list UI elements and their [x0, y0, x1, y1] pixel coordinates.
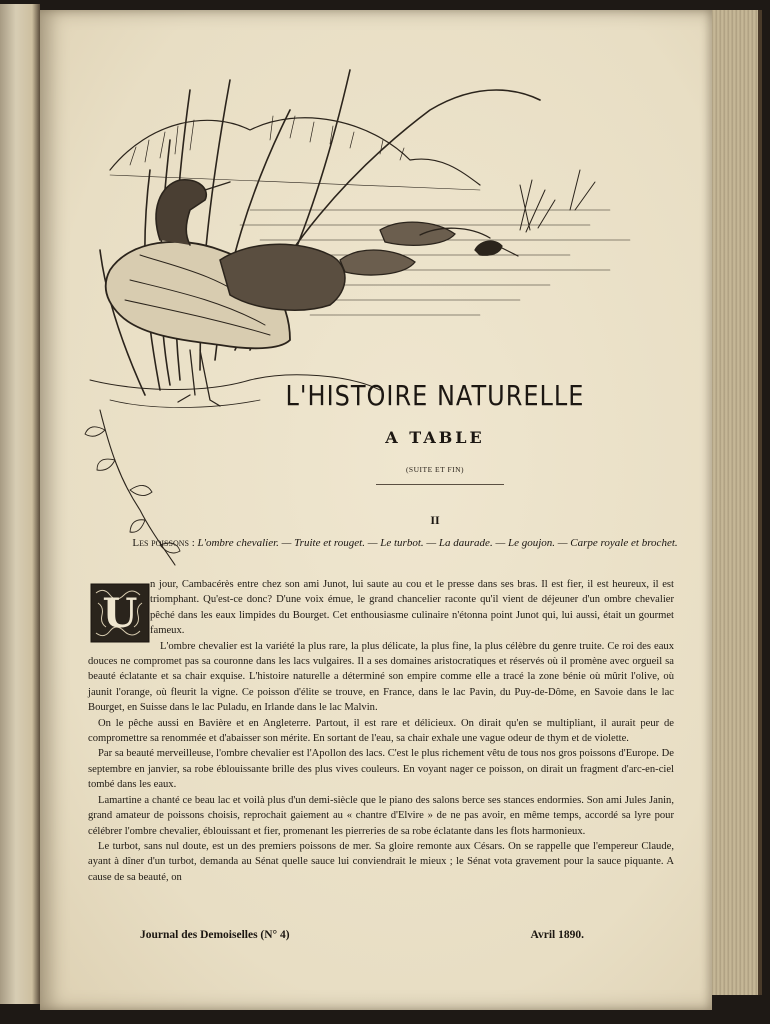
left-page-edge: [0, 4, 40, 1004]
continuation-note: (SUITE ET FIN): [405, 465, 465, 474]
journal-name: Journal des Demoiselles (N° 4): [140, 929, 290, 941]
paragraph: Le turbot, sans nul doute, est un des premiers poissons de mer. Sa gloire remonte aux Césars. On se rappelle que l'empereur Claude, ayant à dîner d'un turbot, demanda au Sénat quelle sauce lui conviendrait le mieux ; le Sénat vota gravement pour la sauce piquante. A cause de sa beauté, on: [88, 840, 674, 883]
book-page: [40, 10, 712, 1010]
paragraph: n jour, Cambacérès entre chez son ami Junot, lui saute au cou et le presse dans ses bras. Il est fier, il est heureux, il est triomphant. Qu'est-ce donc? D'une voix émue, le grand chancelier raconte qu'il vient de déjeuner d'un ombre chevalier pêché dans les eaux limpides du Bourget. Cet enthousiasme culinaire n'étonna point Junot qui, lui aussi, était un gourmet fameux.: [150, 579, 674, 637]
summary-topics: L'ombre chevalier. — Truite et rouget. — Le turbot. — La daurade. — Le goujon. — Carpe royale et brochet.: [197, 537, 678, 549]
paragraph: L'ombre chevalier est la variété la plus rare, la plus délicate, la plus fine, la plus célèbre du genre truite. Ce roi des eaux douces ne compromet pas sa couronne dans les lacs vulgaires. Il a ses domaines aristocratiques et réservés où il promène avec orgueil sa beauté éclatante et sa chair exquise. L'histoire naturelle a déterminé son empire comme elle a tracé la zone bénie où mûrit l'olive, où jaunit l'orange, où fleurit la vigne. Ce poisson d'élite se trouve, en France, dans le lac Pavin, du Puy-de-Dôme, en Savoie dans le lac Bourget, en Suisse dans le lac Puladu, en Irlande dans le lac Malvin.: [88, 640, 674, 714]
ducks-reeds-illustration: [50, 50, 650, 570]
dropcap-letter: U: [102, 590, 138, 637]
article-body: [88, 577, 674, 885]
paragraph: Lamartine a chanté ce beau lac et voilà plus d'un demi-siècle que le piano des salons berce ses stances endormies. Son ami Jules Janin, grand amateur de poissons choisis, reprochait gaiement au « chantre d'Elvire » de ne pas avoir, en même temps, accordé sa lyre pour célébrer l'ombre chevalier, éblouissant et fier, promenant les pierreries de sa robe éclatante dans les flots harmonieux.: [88, 794, 674, 837]
issue-date: Avril 1890.: [530, 929, 584, 941]
section-summary: [100, 535, 710, 552]
section-number: II: [430, 513, 440, 527]
title-divider: [376, 484, 504, 485]
article-title: L'HISTOIRE NATURELLE: [285, 379, 585, 413]
summary-label: Les poissons :: [132, 537, 195, 549]
paragraph: On le pêche aussi en Bavière et en Angleterre. Partout, il est rare et délicieux. On dirait qu'en se multipliant, il aurait peur de compromettre sa renommée et d'abaisser son mérite. En sortant de l'eau, sa chair exhale une vague odeur de thym et de violette.: [88, 717, 674, 745]
book-page-edges: [708, 10, 762, 995]
paragraph: Par sa beauté merveilleuse, l'ombre chevalier est l'Apollon des lacs. C'est le plus richement vêtu de tous nos gros poissons d'Europe. De septembre en janvier, sa robe éblouissante brille des plus vives couleurs. En voyant nager ce poisson, on dirait un fragment d'arc-en-ciel tombé dans les eaux.: [88, 748, 674, 791]
article-subtitle: A TABLE: [385, 428, 485, 447]
